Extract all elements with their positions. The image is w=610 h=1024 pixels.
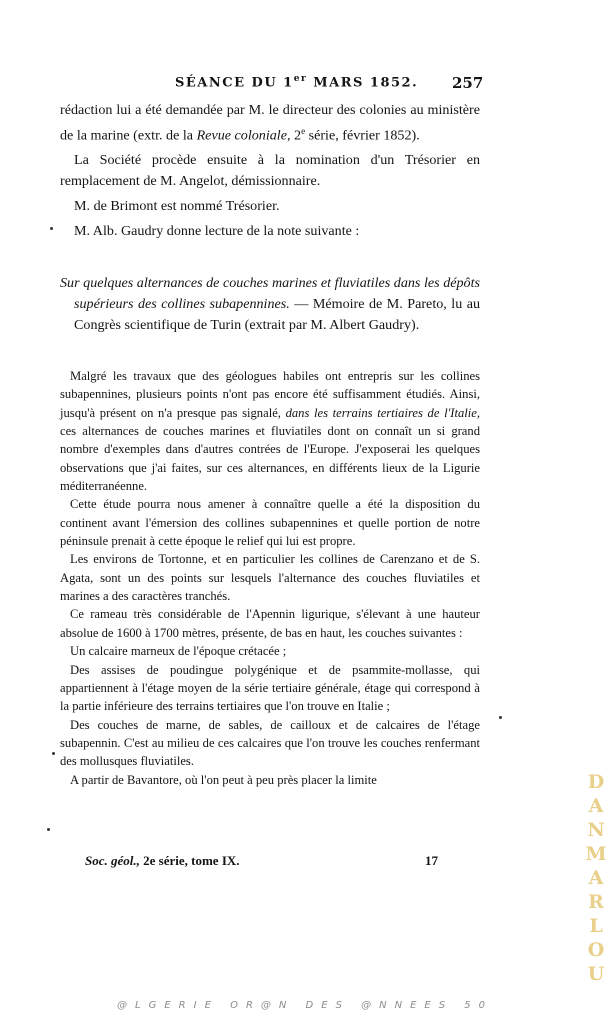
- page-number: 257: [452, 74, 484, 92]
- superscript: e: [301, 125, 306, 136]
- article-title-text: [60, 273, 480, 335]
- paragraph-malgre: [60, 367, 480, 495]
- article-body: [60, 367, 480, 789]
- title-dash: —: [289, 295, 313, 312]
- running-head-prefix: SÉANCE DU 1: [175, 75, 294, 91]
- signature-number: 17: [425, 853, 438, 868]
- italic-run: dans les terrains tertiaires de l'Italie,: [285, 405, 480, 420]
- title-rest: Mémoire de M. Pareto, lu au Congrès scientifique de Turin (extrait par M. Albert Gaudry).: [74, 295, 481, 333]
- paragraph-tortonne: Les environs de Tortonne, et en particulier les collines de Carenzano et de S. Agata, sont un des points sur lesquels l'alternance des couches fluviatiles et marines a des caractères tranchés.: [60, 552, 480, 604]
- italic-run: Revue coloniale,: [196, 127, 291, 144]
- paragraph-gaudry: M. Alb. Gaudry donne lecture de la note suivante :: [74, 222, 360, 239]
- side-watermark: DANMARLOU: [585, 771, 607, 985]
- paragraph-brimont: M. de Brimont est nommé Trésorier.: [74, 197, 280, 214]
- list-item-marne: Des couches de marne, de sables, de cailloux et de calcaires de l'étage subapennin. C'est au milieu de ces calcaires que l'on trouve les couches renfermant des mollusques fluviatiles.: [60, 717, 480, 769]
- paragraph-etude: Cette étude pourra nous amener à connaître quelle a été la disposition du continent avant l'émersion des collines subapennines et quelle portion de notre péninsule prenait à cette époque le relief qui lui est propre.: [60, 497, 480, 549]
- text-run: 2: [290, 127, 302, 144]
- scan-speck: [499, 716, 502, 719]
- list-item-calcaire: Un calcaire marneux de l'époque crétacée ;: [70, 644, 287, 659]
- text-run: série, février 1852).: [305, 127, 420, 144]
- paragraph-redaction: [60, 100, 480, 146]
- page-header: [0, 74, 610, 96]
- running-head-suffix: MARS 1852.: [307, 75, 419, 91]
- article-title: [60, 273, 480, 335]
- paragraph-bavantore: A partir de Bavantore, où l'on peut à peu près placer la limite: [70, 772, 377, 787]
- signature-italic: Soc. géol.,: [85, 853, 140, 868]
- signature-text: [85, 853, 240, 869]
- scan-speck: [52, 752, 55, 755]
- scan-speck: [50, 227, 53, 230]
- paragraph-nomination: La Société procède ensuite à la nomination d'un Trésorier en remplacement de M. Angelot, démissionnaire.: [60, 152, 480, 190]
- text-run: rédaction lui a été demandée par M. le directeur des colonies au ministère de la marine (extr. de la: [60, 102, 480, 144]
- signature-rest: 2e série, tome IX.: [139, 853, 240, 868]
- text-run: Malgré les travaux que des géologues habiles ont entrepris sur les collines subapennines, plusieurs points n'ont pas encore été suffisamment étudiés. Ainsi, jusqu'à présent on n'a presque pas signalé,: [60, 369, 480, 420]
- list-item-poudingue: Des assises de poudingue polygénique et de psammite-mollasse, qui appartiennent à l'étage moyen de la série tertiaire générale, étage qui correspond à la partie inférieure des terrains tertiaires que l'on trouve en Italie ;: [60, 662, 480, 714]
- top-section: [60, 100, 480, 241]
- running-head: [175, 74, 418, 90]
- signature-line: [85, 853, 485, 873]
- bottom-watermark: @LGERIE OR@N DES @NNEES 50: [117, 1000, 493, 1011]
- running-head-sup: er: [293, 74, 308, 84]
- scan-speck: [47, 828, 50, 831]
- text-run: ces alternances de couches marines et fluviatiles dont on connaît un si grand nombre d'exemples dans d'autres contrées de l'Europe. J'exposerai les quelques observations que j'ai faites, sur ces alternances, en différents lieux de la Ligurie méditerranéenne.: [60, 424, 480, 494]
- title-italic: Sur quelques alternances de couches marines et fluviatiles dans les dépôts supérieurs des collines subapennines.: [60, 275, 480, 312]
- paragraph-rameau: Ce rameau très considérable de l'Apennin ligurique, s'élevant à une hauteur absolue de 1600 à 1700 mètres, présente, de bas en haut, les couches suivantes :: [60, 607, 480, 640]
